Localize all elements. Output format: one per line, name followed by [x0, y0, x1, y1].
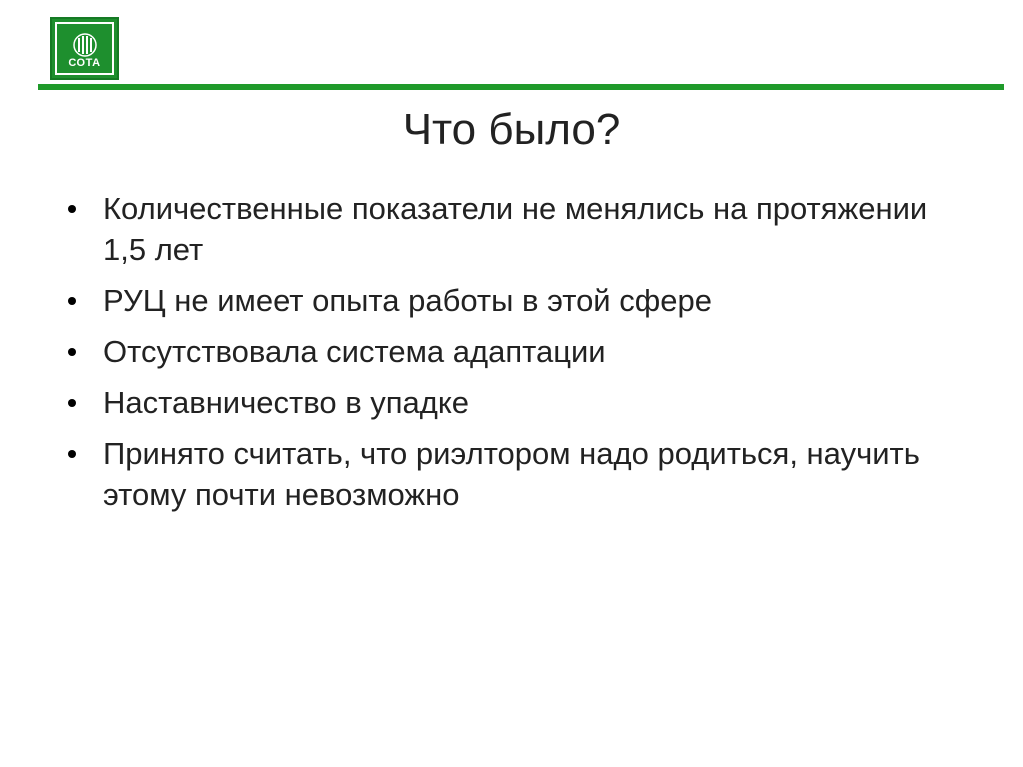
bullet-text: Наставничество в упадке [103, 385, 470, 420]
bullet-item [68, 433, 968, 515]
bullet-text: Количественные показатели не менялись на протяжении 1,5 лет [103, 191, 928, 267]
bullet-dot-icon [68, 297, 76, 305]
bullet-item [68, 280, 968, 321]
bullet-text: Принято считать, что риэлтором надо родиться, научить этому почти невозможно [103, 436, 920, 512]
bullet-item [68, 382, 968, 423]
header-divider [38, 84, 1004, 90]
slide-title: Что было? [402, 105, 621, 154]
bullet-item [68, 188, 968, 270]
bullet-list [68, 188, 968, 525]
logo-text: СОТА [68, 57, 101, 69]
bullet-dot-icon [68, 399, 76, 407]
bullet-item [68, 331, 968, 372]
sota-logo-icon [72, 32, 98, 58]
bullet-dot-icon [68, 450, 76, 458]
bullet-dot-icon [68, 348, 76, 356]
bullet-text: Отсутствовала система адаптации [103, 334, 606, 369]
company-logo [50, 17, 119, 80]
bullet-text: РУЦ не имеет опыта работы в этой сфере [103, 283, 712, 318]
logo-frame [55, 22, 114, 75]
bullet-dot-icon [68, 205, 76, 213]
